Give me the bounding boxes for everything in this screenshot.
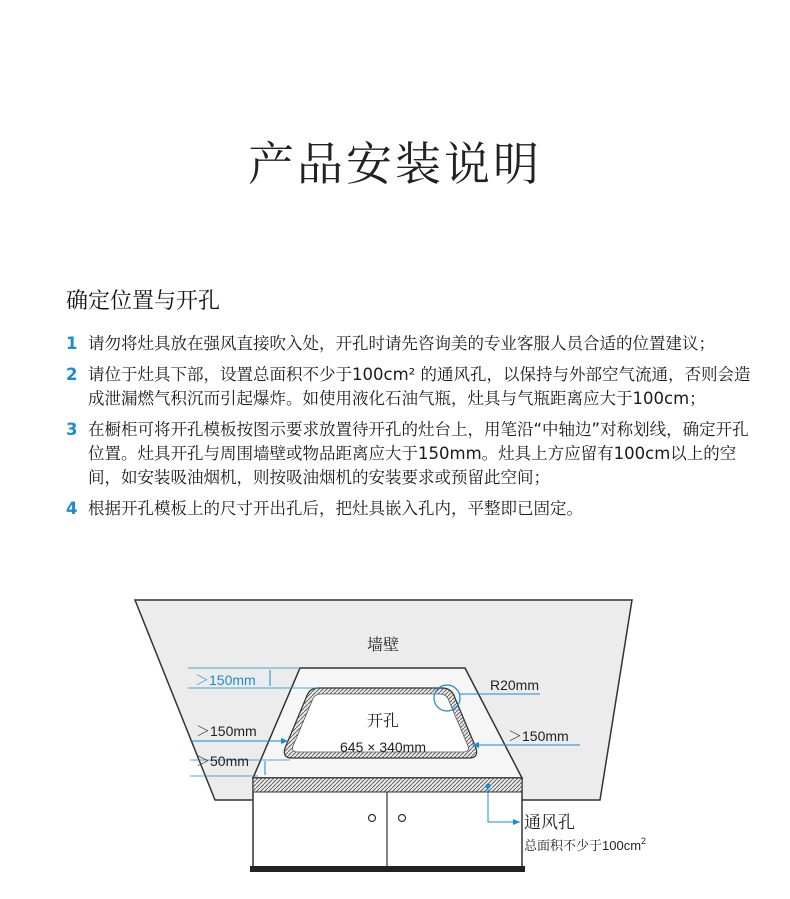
instruction-list	[66, 332, 756, 528]
right-clearance-label: ＞150mm	[508, 728, 569, 744]
step-number: 4	[66, 499, 78, 518]
instruction-step	[66, 363, 756, 411]
step-text: 请勿将灶具放在强风直接吹入处，开孔时请先咨询美的专业客服人员合适的位置建议；	[88, 334, 715, 353]
step-number: 3	[66, 420, 78, 439]
step-text: 在橱柜可将开孔模板按图示要求放置待开孔的灶台上，用笔沿“中轴边”对称划线，确定开孔位置。灶具开孔与周围墙壁或物品距离应大于150mm。灶具上方应留有100cm以上的空间，如安装吸油烟机，则按吸油烟机的安装要求或预留此空间；	[88, 420, 749, 487]
vent-area-superscript: 2	[641, 836, 647, 846]
vent-area-text: 总面积不少于100cm	[524, 838, 642, 853]
vent-strip	[253, 778, 522, 792]
top-clearance-label: ＞150mm	[195, 672, 256, 688]
vent-label: 通风孔	[524, 813, 575, 832]
page-title: 产品安装说明	[248, 137, 542, 191]
step-text: 根据开孔模板上的尺寸开出孔后，把灶具嵌入孔内，平整即已固定。	[88, 499, 583, 518]
instruction-step	[66, 497, 756, 521]
wall-label: 墙壁	[366, 637, 400, 654]
vent-area-label	[524, 836, 646, 853]
step-number: 1	[66, 334, 78, 353]
instruction-step	[66, 332, 756, 356]
step-text: 请位于灶具下部，设置总面积不少于100cm² 的通风孔，以保持与外部空气流通，否则会造成泄漏燃气积沉而引起爆炸。如使用液化石油气瓶，灶具与气瓶距离应大于100cm；	[88, 365, 751, 408]
step-number: 2	[66, 365, 78, 384]
installation-diagram	[0, 590, 790, 899]
hole-size-label: 645 × 340mm	[340, 739, 426, 755]
instruction-step	[66, 418, 756, 490]
cabinet-base	[250, 866, 525, 872]
front-clearance-label: ＞50mm	[196, 753, 249, 769]
section-heading: 确定位置与开孔	[66, 289, 221, 314]
hole-label: 开孔	[366, 713, 400, 730]
radius-label: R20mm	[490, 677, 540, 693]
left-clearance-label: ＞150mm	[196, 723, 257, 739]
